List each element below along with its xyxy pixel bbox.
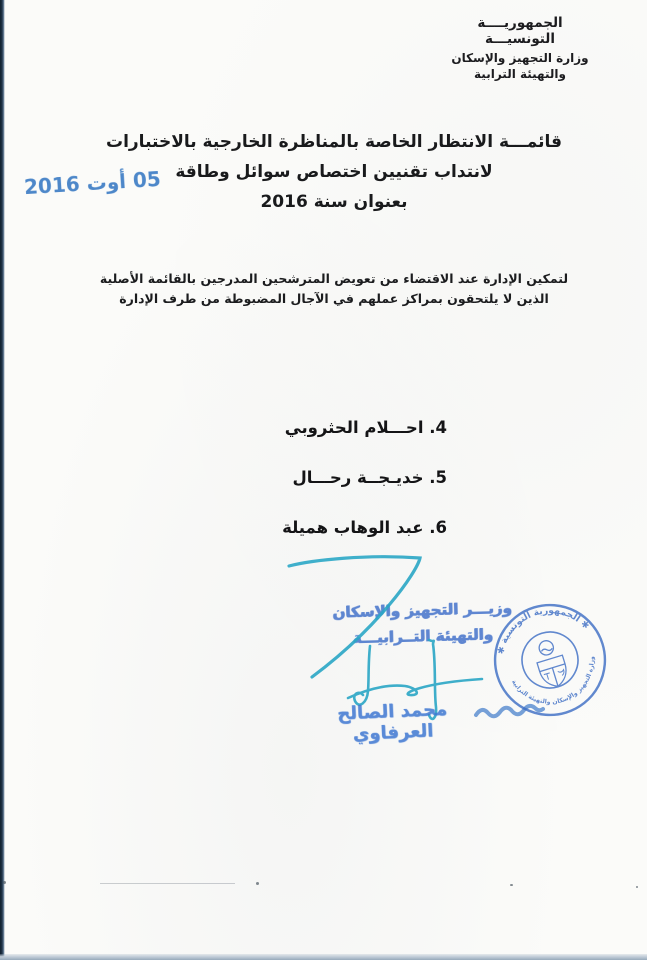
list-item (282, 468, 447, 487)
scan-bottom-edge (0, 954, 647, 960)
candidate-name: خديـجــة رحـــال (292, 468, 424, 487)
intro-line-1: لتمكين الإدارة عند الاقتضاء من تعويض المترشحين المدرجين بالقائمة الأصلية (99, 271, 569, 286)
scan-speck (636, 886, 638, 888)
minister-name-stamp: محمد الصالح العرفاوي (336, 698, 448, 745)
candidate-name: عبد الوهاب هميلة (282, 518, 424, 537)
date-stamp: 05 أوت 2016 (23, 166, 162, 200)
intro-line-2: الذين لا يلتحقون بمراكز عملهم في الآجال المضبوطة من طرف الإدارة (119, 290, 549, 306)
scan-speck (256, 882, 259, 885)
intro-paragraph (14, 269, 647, 308)
title-line-2: لانتداب تقنيين اختصاص سوائل وطاقة (175, 162, 493, 182)
list-item (282, 418, 447, 437)
coat-of-arms-icon (532, 637, 571, 690)
scan-speck (3, 881, 6, 884)
seal-bottom-text: وزارة التجهيز والإسكان والتهيئة الترابية (509, 656, 596, 706)
official-round-seal-icon (491, 601, 609, 719)
title-line-1: قائمـــة الانتظار الخاصة بالمناظرة الخارجية بالاختبارات (105, 132, 562, 152)
document-title (14, 127, 647, 217)
candidate-number: 5. (429, 468, 447, 487)
minister-title-line-2: والتهيئة التــرابيـــة (352, 625, 494, 647)
minister-title-line-1: وزيـــر التجهيز والإسكان (332, 598, 513, 622)
candidate-number: 6. (429, 518, 447, 537)
svg-text:✱ الجمهورية التونسية ✱ (491, 601, 592, 658)
letterhead (445, 15, 595, 82)
scan-speck (510, 884, 513, 886)
candidate-name: احـــلام الحثروبي (284, 418, 424, 437)
seal-top-text: ✱ الجمهورية التونسية ✱ (496, 606, 591, 656)
republic-name: الجمهوريــــة التونسيـــة (477, 15, 563, 47)
candidate-number: 4. (429, 418, 447, 437)
ministry-name-line1: وزارة التجهيز والإسكان (451, 51, 589, 65)
scan-artifact-line (100, 883, 235, 884)
ministry-name-line2: والتهيئة الترابية (474, 66, 566, 81)
scan-left-border (0, 0, 5, 960)
list-item (282, 518, 447, 537)
title-line-3: بعنوان سنة 2016 (260, 192, 408, 212)
